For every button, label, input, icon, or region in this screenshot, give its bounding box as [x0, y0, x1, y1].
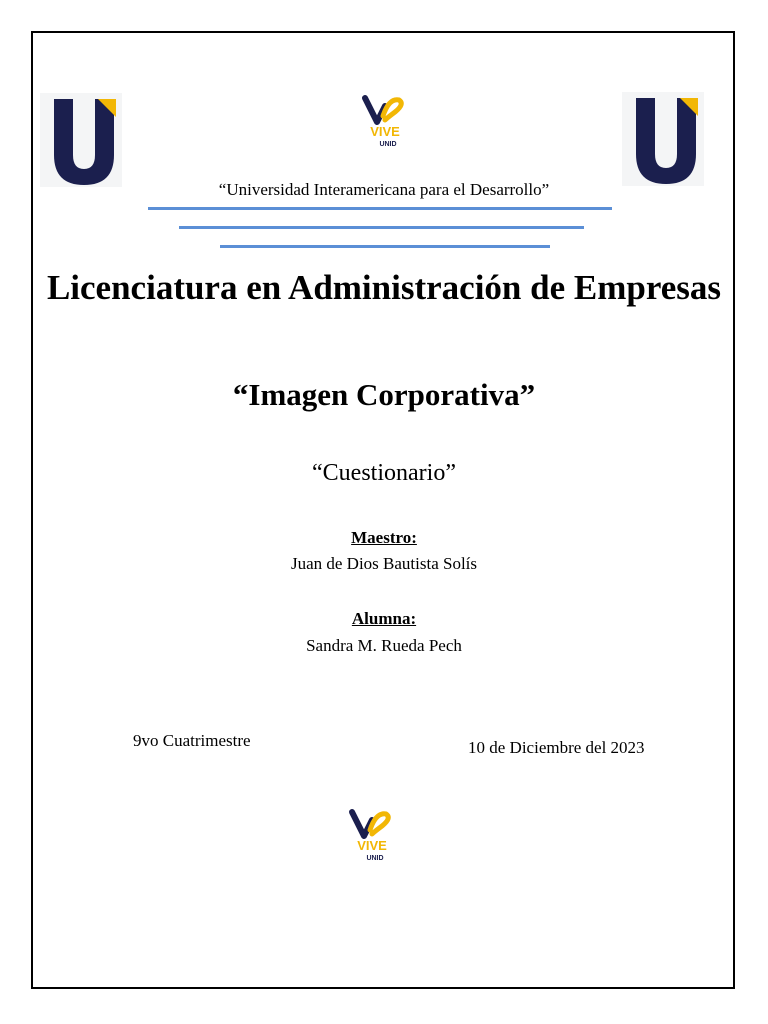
term: 9vo Cuatrimestre	[133, 731, 251, 750]
vive-text: VIVE	[370, 124, 400, 139]
footer-unid-text: UNID	[366, 855, 384, 862]
university-name: “Universidad Interamericana para el Desarrollo”	[218, 180, 550, 199]
vive-unid-logo-header	[355, 92, 415, 152]
vive-unid-logo-footer	[342, 806, 402, 866]
header-rule-2	[179, 226, 584, 229]
degree-title: Licenciatura en Administración de Empresas	[46, 268, 722, 307]
unid-u-logo-right	[622, 92, 704, 186]
date: 10 de Diciembre del 2023	[468, 738, 645, 757]
teacher-label: Maestro:	[351, 528, 417, 547]
unid-u-logo-left	[40, 93, 122, 187]
header-rule-3	[220, 245, 550, 248]
subject-title: “Imagen Corporativa”	[232, 377, 536, 412]
student-label: Alumna:	[351, 609, 417, 628]
document-type: “Cuestionario”	[312, 460, 456, 486]
unid-text: UNID	[379, 141, 397, 148]
teacher-name: Juan de Dios Bautista Solís	[290, 554, 478, 573]
student-name: Sandra M. Rueda Pech	[306, 636, 462, 655]
footer-vive-text: VIVE	[357, 838, 387, 853]
header-rule-1	[148, 207, 612, 210]
